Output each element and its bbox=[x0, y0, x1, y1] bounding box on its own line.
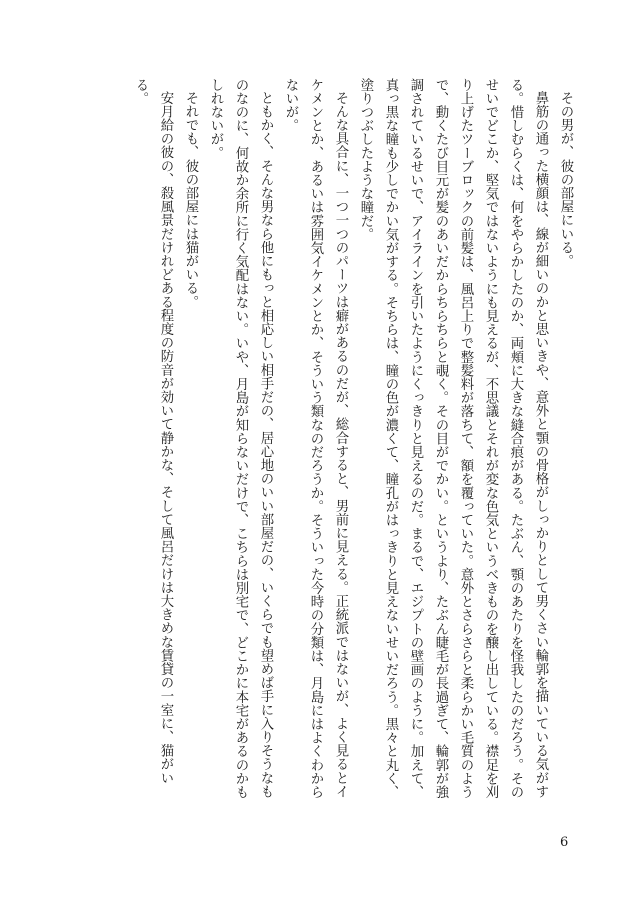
paragraph-5: それでも、彼の部屋には猫がいる。 bbox=[183, 91, 198, 309]
page-number: 6 bbox=[560, 835, 569, 850]
paragraph-4: ともかく、そんな男なら他にもっと相応しい相手だの、居心地のいい部屋だの、いくらでも望めば手に入りそうなものなのに、何故か余所に行く気配はない。いや、月島が知らないだけで、こちらは別宅で、どこかに本宅があるのかもしれないが。 bbox=[208, 78, 273, 799]
paragraph-2: 鼻筋の通った横顔は、線が細いのかと思いきや、意外と顎の骨格がしっかりとして男くさい輪郭を描いている気がする。惜しむらくは、何をやらかしたのか、両頬に大きな縫合痕がある。たぶん、顎のあたりを怪我したのだろう。そのせいでどこか、堅気ではないようにも見えるが、不思議とそれが変な色気というべきものを醸し出している。襟足を刈り上げたツーブロックの前髪は、風呂上りで整髪料が落ちて、額を覆っていた。意外とさらさらと柔らかい毛質のようで、動くたび目元が髪のあいだからちらちらと覗く。その目がでかい。というより、たぶん睫毛が長過ぎて、輪郭が強調されているせいで、アイラインを引いたようにくっきりと見えるのだ。まるで、エジプトの壁画のように。加えて、真っ黒な瞳も少しでかい気がする。そちらは、瞳の色が濃くて、瞳孔がはっきりと見えないせいだろう。黒々と丸く、塗りつぶしたような瞳だ。 bbox=[358, 78, 548, 799]
paragraph-1: その男が、彼の部屋にいる。 bbox=[558, 91, 573, 269]
paragraph-3: そんな具合に、一つ一つのパーツは癖があるのだが、総合すると、男前に見える。正統派ではないが、よく見るとイケメンとか、あるいは雰囲気イケメンとか、そういう類なのだろうか。そういった今時の分類は、月島にはよくわからないが。 bbox=[283, 78, 348, 799]
paragraph-6: 安月給の彼の、殺風景だけれどある程度の防音が効いて静かな、そして風呂だけは大きめな賃貸の一室に、猫がいる。 bbox=[133, 78, 173, 785]
vertical-text-body bbox=[108, 78, 578, 808]
